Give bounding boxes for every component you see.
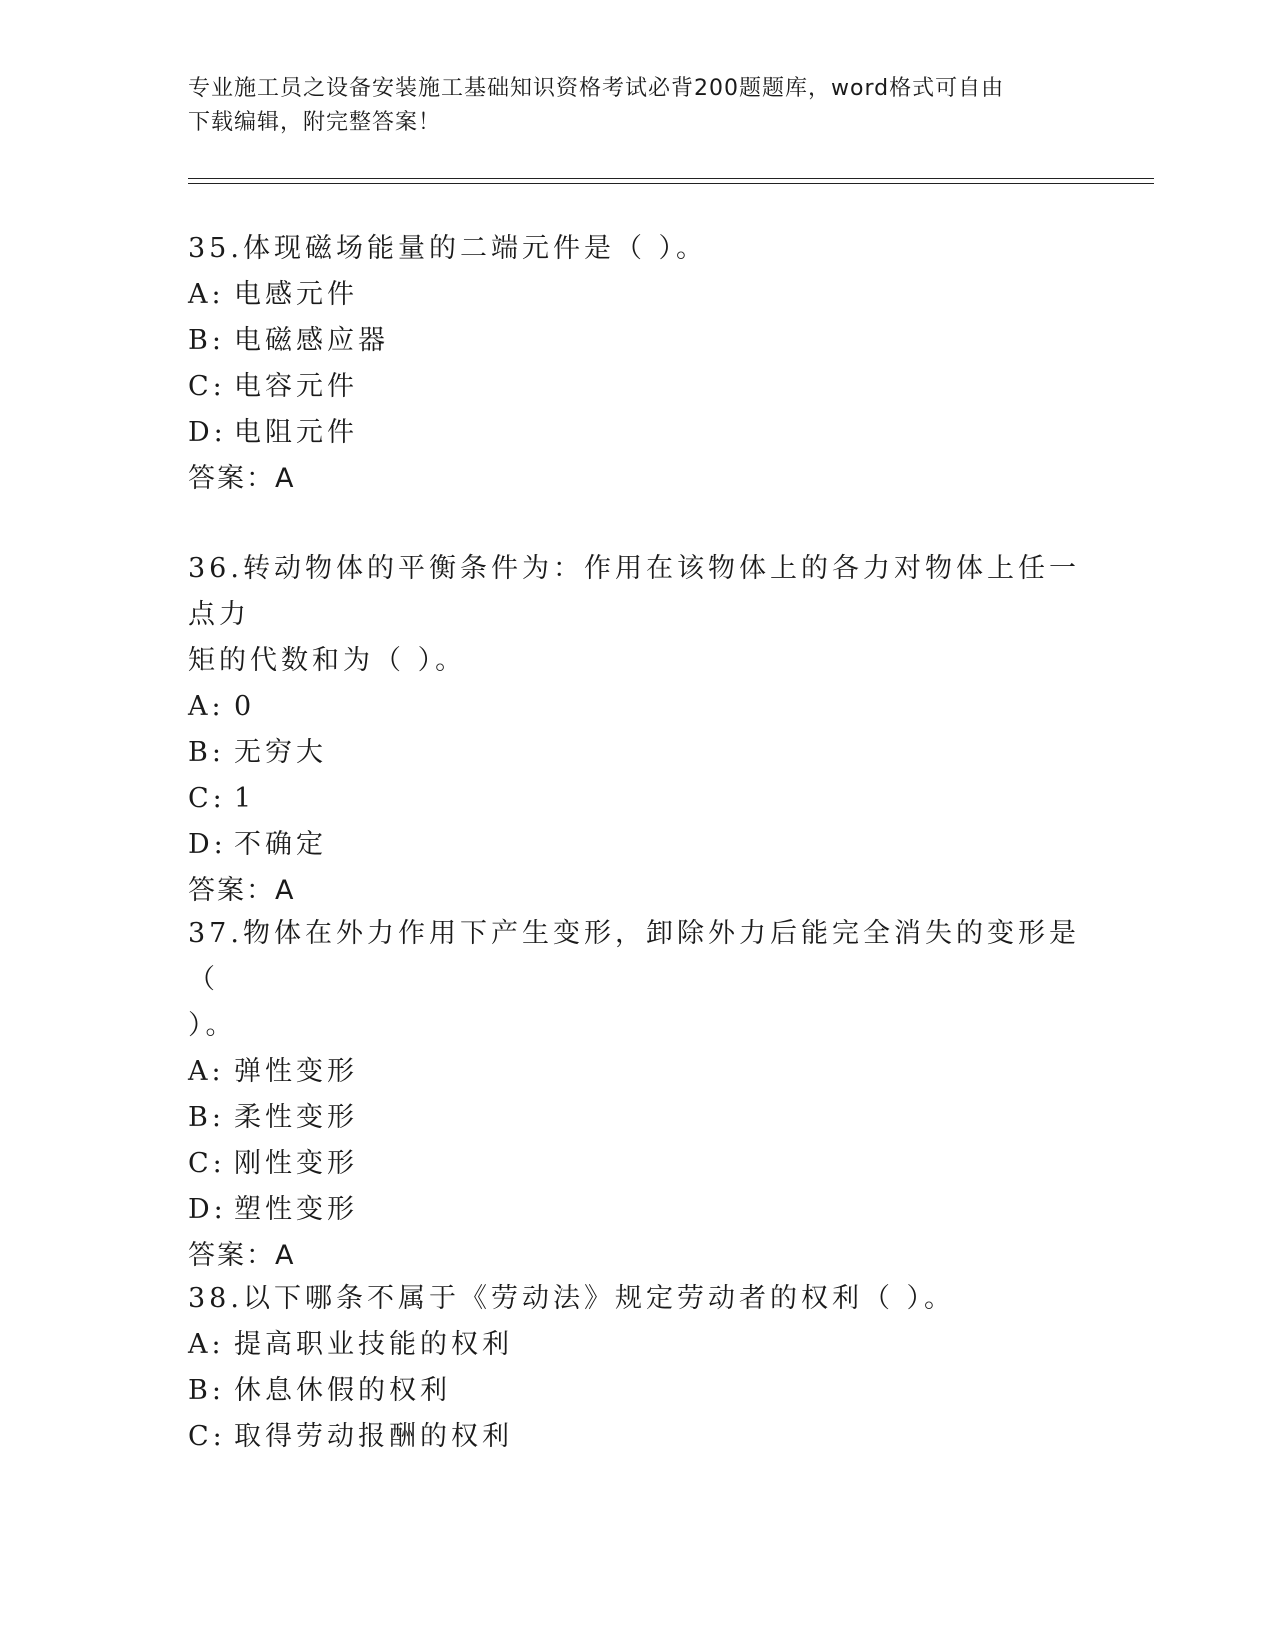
option-c (188, 1414, 1088, 1460)
option-key: A: (188, 1056, 225, 1087)
option-key: B: (188, 737, 225, 768)
document-header (188, 72, 1088, 140)
question-text: 35.体现磁场能量的二端元件是（ ）。 (188, 233, 708, 264)
option-label: 1 (234, 783, 256, 814)
option-key: B: (188, 1102, 225, 1133)
option-label: 柔性变形 (234, 1102, 358, 1133)
option-key: C: (188, 1421, 226, 1452)
option-key: C: (188, 1148, 226, 1179)
header-title-line2: 下载编辑，附完整答案！ (188, 110, 442, 135)
question-37 (188, 911, 1088, 1279)
option-c (188, 1141, 1088, 1187)
question-38 (188, 1276, 1088, 1460)
option-key: A: (188, 1329, 225, 1360)
option-label: 弹性变形 (234, 1056, 358, 1087)
question-text: 38.以下哪条不属于《劳动法》规定劳动者的权利（ ）。 (188, 1283, 956, 1314)
option-label: 无穷大 (234, 737, 327, 768)
option-label: 电阻元件 (234, 417, 358, 448)
option-a (188, 272, 1088, 318)
option-a (188, 684, 1088, 730)
option-key: D: (188, 417, 227, 448)
question-text: 36.转动物体的平衡条件为：作用在该物体上的各力对物体上任一点力 (188, 553, 1080, 630)
option-c (188, 364, 1088, 410)
option-a (188, 1049, 1088, 1095)
question-36 (188, 546, 1088, 914)
question-text-continued: 矩的代数和为（ ）。 (188, 645, 467, 676)
option-label: 刚性变形 (234, 1148, 358, 1179)
option-key: C: (188, 783, 226, 814)
header-divider-top (188, 178, 1154, 179)
option-key: D: (188, 1194, 227, 1225)
answer-label: 答案：A (188, 875, 296, 906)
option-key: B: (188, 325, 225, 356)
option-label: 休息休假的权利 (234, 1375, 451, 1406)
option-label: 电容元件 (234, 371, 358, 402)
option-label: 提高职业技能的权利 (234, 1329, 513, 1360)
option-b (188, 1095, 1088, 1141)
option-key: D: (188, 829, 227, 860)
option-key: C: (188, 371, 226, 402)
option-label: 取得劳动报酬的权利 (234, 1421, 513, 1452)
question-text-continued: ）。 (188, 1010, 237, 1041)
option-d (188, 1187, 1088, 1233)
option-d (188, 822, 1088, 868)
option-d (188, 410, 1088, 456)
option-label: 电感元件 (234, 279, 358, 310)
question-text: 37.物体在外力作用下产生变形，卸除外力后能完全消失的变形是（ (188, 918, 1080, 995)
option-label: 电磁感应器 (234, 325, 389, 356)
option-key: A: (188, 691, 225, 722)
option-key: A: (188, 279, 225, 310)
question-35 (188, 226, 1088, 502)
answer-label: 答案：A (188, 1240, 296, 1271)
header-title-line1: 专业施工员之设备安装施工基础知识资格考试必背200题题库，word格式可自由 (188, 76, 1005, 101)
option-b (188, 730, 1088, 776)
header-divider-bottom (188, 183, 1154, 184)
option-b (188, 1368, 1088, 1414)
answer-label: 答案：A (188, 463, 296, 494)
option-a (188, 1322, 1088, 1368)
option-label: 塑性变形 (234, 1194, 358, 1225)
option-label: 0 (234, 691, 256, 722)
option-label: 不确定 (234, 829, 327, 860)
option-c (188, 776, 1088, 822)
option-b (188, 318, 1088, 364)
option-key: B: (188, 1375, 225, 1406)
